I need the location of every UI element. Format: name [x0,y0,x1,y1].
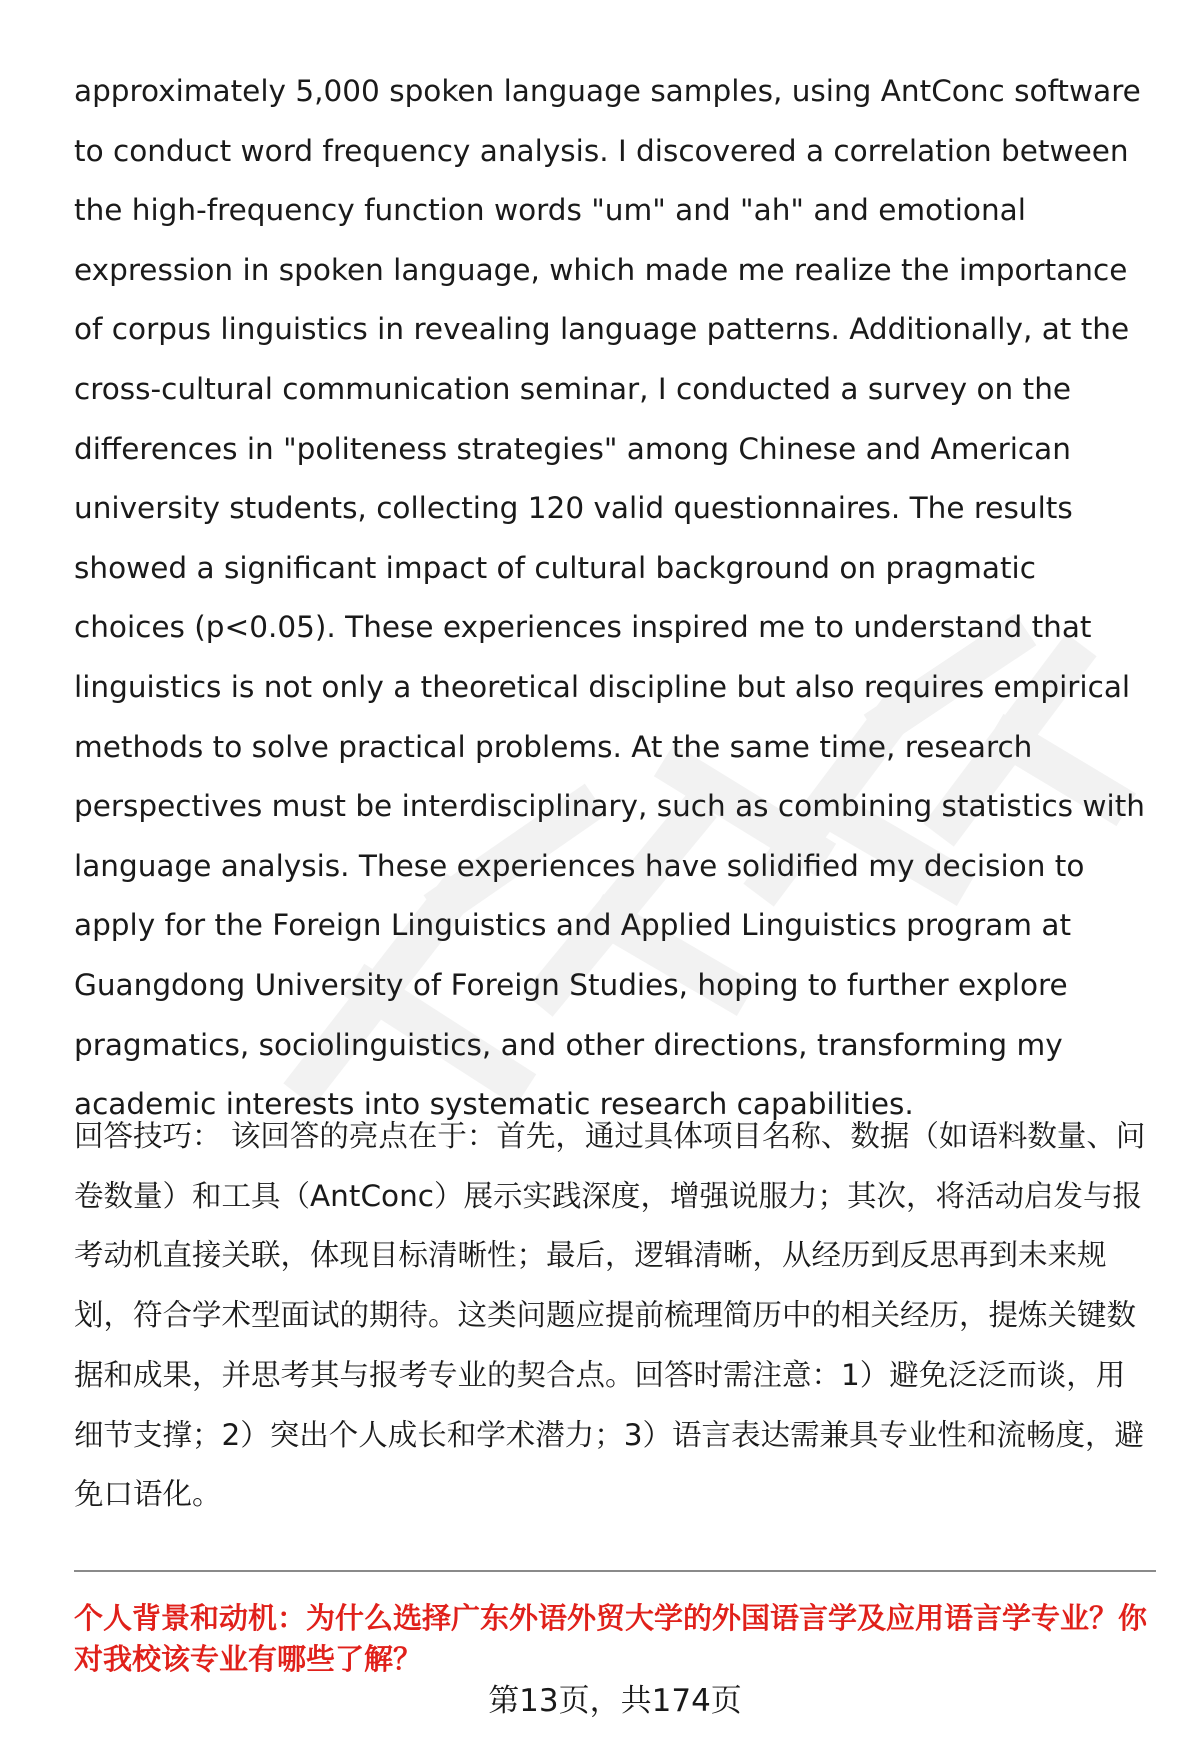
page-number: 第13页，共174页 [488,1683,742,1719]
section-divider [74,1570,1156,1572]
answer-body-text: approximately 5,000 spoken language samples, using AntConc software to conduct word frequency analysis. I discovered a correlation between the high-frequency function words "um" and "ah" and emotional expression in spoken language, which made me realize the importance of corpus linguistics in revealing language patterns. Additionally, at the cross-cultural communication seminar, I conducted a survey on the differences in "politeness strategies" among Chinese and American university students, collecting 120 valid questionnaires. The results showed a significant impact of cultural background on pragmatic choices (p<0.05). These experiences inspired me to understand that linguistics is not only a theoretical discipline but also requires empirical methods to solve practical problems. At the same time, research perspectives must be interdisciplinary, such as combining statistics with language analysis. These experiences have solidified my decision to apply for the Foreign Linguistics and Applied Linguistics program at Guangdong University of Foreign Studies, hoping to further explore pragmatics, sociolinguistics, and other directions, transforming my academic interests into systematic research capabilities. [74,74,1146,1122]
next-question-heading: 个人背景和动机：为什么选择广东外语外贸大学的外国语言学及应用语言学专业？你对我校该专业有哪些了解？ [74,1601,1148,1676]
answer-tips-text: 回答技巧： 该回答的亮点在于：首先，通过具体项目名称、数据（如语料数量、问卷数量）和工具（AntConc）展示实践深度，增强说服力；其次，将活动启发与报考动机直接关联，体现目标清晰性；最后，逻辑清晰，从经历到反思再到未来规划，符合学术型面试的期待。这类问题应提前梳理简历中的相关经历，提炼关键数据和成果，并思考其与报考专业的契合点。回答时需注意：1）避免泛泛而谈，用细节支撑；2）突出个人成长和学术潜力；3）语言表达需兼具专业性和流畅度，避免口语化。 [74,1119,1146,1512]
